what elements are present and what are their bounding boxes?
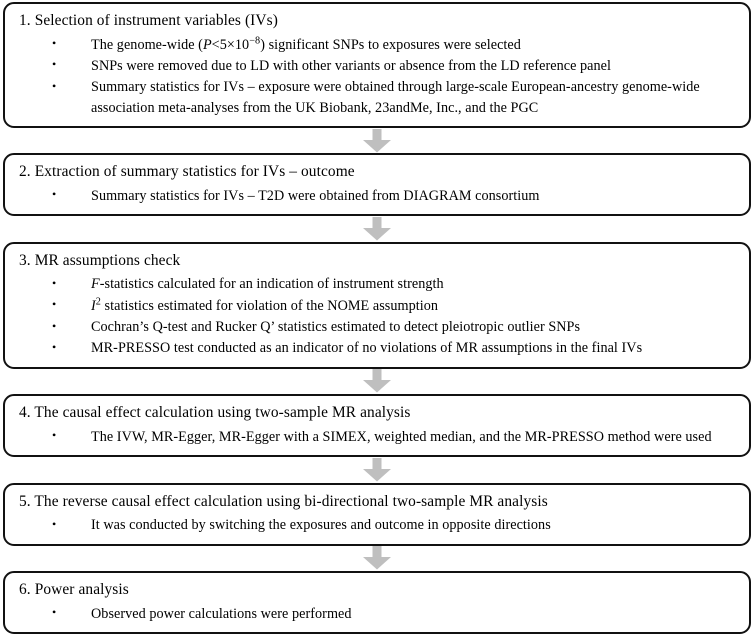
step-1-bullet-2-text: • SNPs were removed due to LD with other variants or absence from the LD reference panel — [91, 57, 611, 74]
connector-1-to-2 — [3, 128, 751, 154]
connector-3-to-4 — [3, 369, 751, 395]
step-1-bullet-3-text: • Summary statistics for IVs – exposure were obtained through large-scale European-ancestry genome-wide association meta-analyses from the UK Biobank, 23andMe, Inc., and the PGC — [91, 79, 700, 116]
step-5-bullet-1-text: • It was conducted by switching the exposures and outcome in opposite directions — [91, 517, 551, 534]
step-1-bullet-list — [19, 35, 739, 118]
step-3-bullet-list — [19, 274, 739, 358]
step-6-bullet-1-text: • Observed power calculations were performed — [91, 605, 352, 622]
step-6-heading: 6. Power analysis — [19, 581, 129, 599]
list-item — [19, 515, 739, 535]
connector-5-to-6 — [3, 546, 751, 572]
step-4-heading: 4. The causal effect calculation using two-sample MR analysis — [19, 404, 411, 422]
list-item — [19, 77, 739, 118]
down-block-arrow-icon — [362, 217, 392, 241]
flow-step-box-3 — [3, 242, 751, 369]
step-3-heading: 3. MR assumptions check — [19, 251, 181, 269]
connector-4-to-5 — [3, 457, 751, 483]
list-item — [19, 338, 739, 358]
step-3-bullet-4-text: • MR-PRESSO test conducted as an indicator of no violations of MR assumptions in the final IVs — [91, 340, 643, 357]
step-2-bullet-list — [19, 186, 739, 206]
step-2-bullet-1-text: • Summary statistics for IVs – T2D were obtained from DIAGRAM consortium — [91, 187, 540, 204]
list-item — [19, 604, 739, 624]
list-item — [19, 186, 739, 206]
step-5-heading: 5. The reverse causal effect calculation using bi-directional two-sample MR analysis — [19, 492, 548, 510]
down-block-arrow-icon — [362, 546, 392, 570]
flow-step-box-5 — [3, 483, 751, 546]
step-4-bullet-1-text: • The IVW, MR-Egger, MR-Egger with a SIMEX, weighted median, and the MR-PRESSO method were used — [91, 428, 712, 445]
flow-step-box-2 — [3, 153, 751, 216]
step-1-bullet-1-text: • The genome-wide $(P<5\times 10^{-8})$ significant SNPs to exposures were selected — [91, 34, 521, 53]
step-1-heading: 1. Selection of instrument variables (IVs) — [19, 12, 278, 29]
list-item — [19, 274, 739, 294]
step-6-bullet-list — [19, 604, 739, 624]
step-2-heading: 2. Extraction of summary statistics for IVs – outcome — [19, 163, 355, 181]
down-block-arrow-icon — [362, 369, 392, 393]
flow-step-box-6 — [3, 571, 751, 634]
step-5-bullet-list — [19, 515, 739, 535]
flow-step-box-4 — [3, 394, 751, 457]
list-item — [19, 427, 739, 447]
step-3-bullet-3-text: • Cochran’s Q-test and Rucker Q’ statistics estimated to detect pleiotropic outlier SNPs — [91, 319, 581, 336]
down-block-arrow-icon — [362, 458, 392, 482]
list-item — [19, 56, 739, 76]
list-item — [19, 317, 739, 337]
connector-2-to-3 — [3, 216, 751, 242]
list-item — [19, 296, 739, 316]
list-item — [19, 35, 739, 55]
down-block-arrow-icon — [362, 129, 392, 153]
step-3-bullet-2-text: • $I^2$ statistics estimated for violation of the NOME assumption — [91, 296, 438, 314]
step-4-bullet-list — [19, 427, 739, 447]
flow-step-box-1 — [3, 2, 751, 128]
step-3-bullet-1-text: • F-statistics calculated for an indication of instrument strength — [91, 276, 444, 293]
